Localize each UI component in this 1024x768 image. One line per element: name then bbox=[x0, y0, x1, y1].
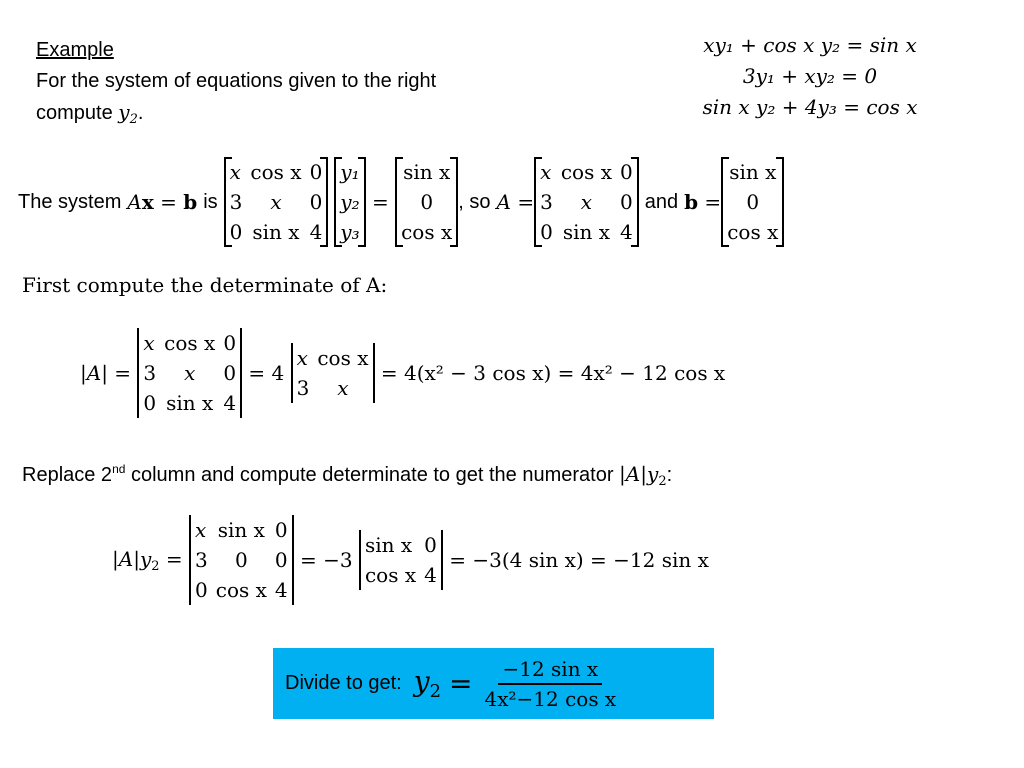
intro-text bbox=[36, 35, 436, 135]
det-a-result: = 4(x² − 3 cos x) = 4x² − 12 cos x bbox=[380, 361, 726, 385]
vector-y: y₁ y₂ y₃ bbox=[334, 157, 365, 247]
fraction-denominator: 4x²−12 cos x bbox=[484, 686, 617, 711]
result-fraction bbox=[480, 657, 620, 711]
equation-3: sin x y₂ + 4y₃ = cos x bbox=[702, 95, 918, 119]
matrix-form-is: is bbox=[203, 190, 218, 213]
det-heading: First compute the determinate of A: bbox=[22, 273, 388, 297]
matrix-a: x 3 0 cos x x sin x 0 0 4 bbox=[224, 157, 329, 247]
det-a2-minor: sin x cos x 0 4 bbox=[359, 530, 443, 590]
matrix-form-so: , so bbox=[458, 190, 491, 213]
vector-b: sin x 0 cos x bbox=[395, 157, 458, 247]
det-a-minor: x 3 cos x x bbox=[291, 343, 375, 403]
matrix-form-prefix: The system bbox=[18, 190, 122, 213]
result-callout: Divide to get: $y_2$ = $\frac{\text{−12 sin x}}{\text{4x²−12 cos x}}$ bbox=[273, 648, 714, 719]
vector-b-2: sin x 0 cos x bbox=[721, 157, 784, 247]
equation-1: xy₁ + cos x y₂ = sin x bbox=[703, 33, 917, 57]
intro-line-1: For the system of equations given to the right bbox=[36, 70, 437, 92]
intro-line-2: compute $y_2$. bbox=[36, 100, 144, 127]
det-a-equation: |A| = x 3 0 cos x x sin x 0 0 4 = 4 x 3 cos x x = 4(x² − 3 cos x) = 4x² − 12 cos x bbox=[80, 328, 725, 418]
det-a2-equation: $|A|y_2$ = x 3 0 sin x 0 cos x 0 0 4 = −3 sin x cos x 0 4 = −3(4 sin x) = −12 sin x bbox=[112, 515, 709, 605]
matrix-form-and: and bbox=[644, 190, 679, 213]
det-a2-result: = −3(4 sin x) = −12 sin x bbox=[449, 548, 709, 572]
replace-heading: Replace 2nd column and compute determinate to get the numerator $|A|y_2$: bbox=[22, 462, 673, 489]
fraction-numerator: −12 sin x bbox=[498, 657, 602, 685]
det-a2-matrix: x 3 0 sin x 0 cos x 0 0 4 bbox=[189, 515, 294, 605]
example-title: Example bbox=[36, 39, 114, 61]
matrix-a-2: x 3 0 cos x x sin x 0 0 4 bbox=[534, 157, 639, 247]
det-a-matrix: x 3 0 cos x x sin x 0 0 4 bbox=[137, 328, 242, 418]
equation-2: 3y₁ + xy₂ = 0 bbox=[742, 64, 878, 88]
matrix-form-line: The system Ax = b is x 3 0 cos x x sin x 0 0 4 y₁ y₂ y₃ = sin x 0 cos x , so A = x 3 0 cos x x sin x 0 0 4 and b = sin x 0 cos x bbox=[18, 157, 784, 247]
callout-label: Divide to get: bbox=[285, 672, 402, 694]
equation-system bbox=[672, 30, 948, 123]
